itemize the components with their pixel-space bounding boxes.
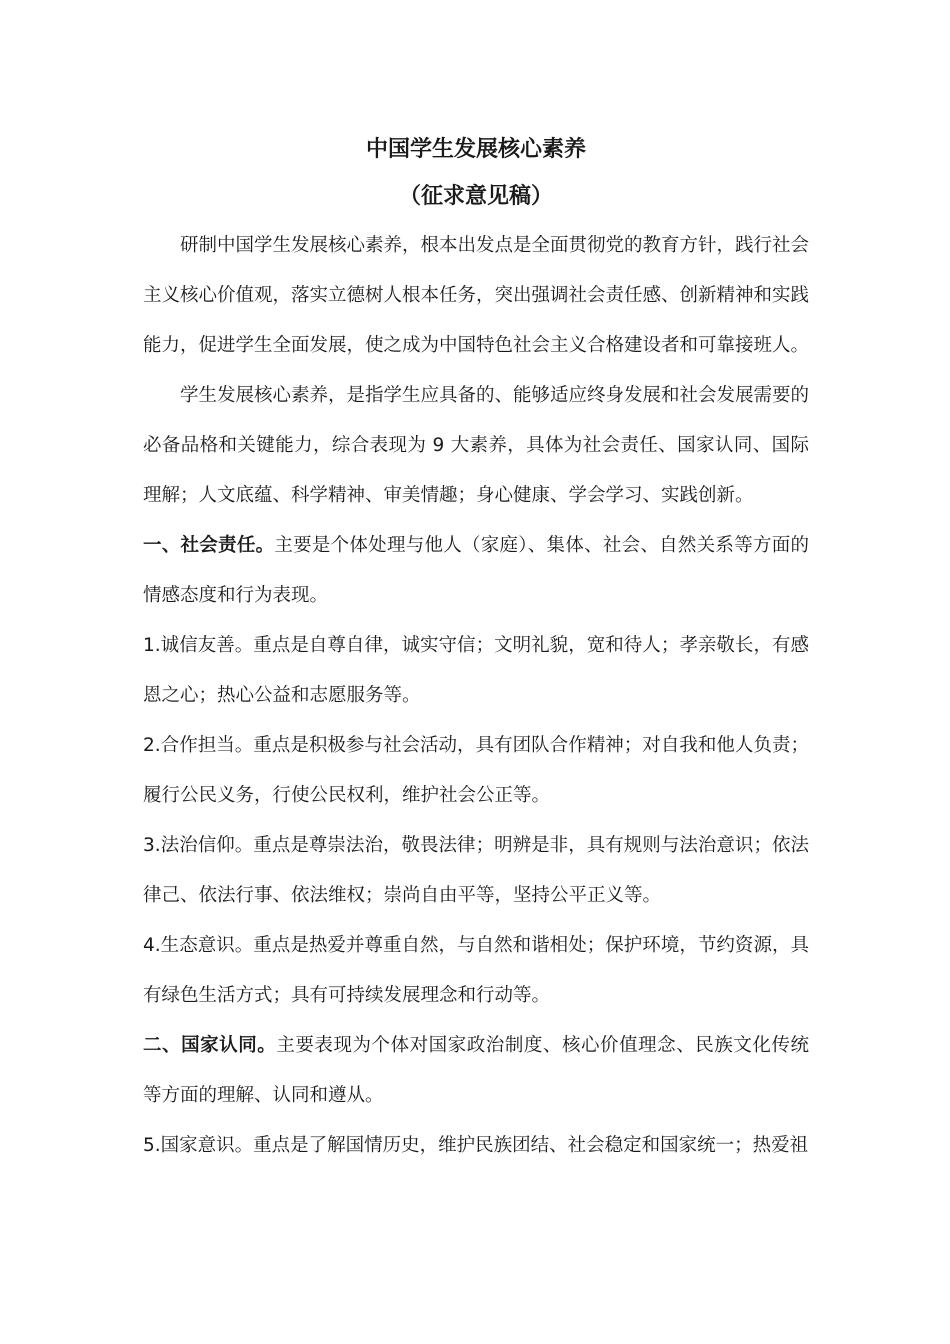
document-body	[143, 221, 809, 1171]
list-item: 2.合作担当。重点是积极参与社会活动，具有团队合作精神；对自我和他人负责；履行公民义务，行使公民权利，维护社会公正等。	[143, 735, 809, 806]
section-heading: 二、国家认同。	[143, 1035, 277, 1056]
section-paragraph	[143, 1021, 809, 1121]
section-text: 主要表现为个体对国家政治制度、核心价值理念、民族文化传统等方面的理解、认同和遵从。	[143, 1035, 809, 1106]
section-text: 主要是个体处理与他人（家庭）、集体、社会、自然关系等方面的情感态度和行为表现。	[143, 535, 809, 606]
list-item: 5.国家意识。重点是了解国情历史，维护民族团结、社会稳定和国家统一；热爱祖	[143, 1135, 809, 1156]
section-heading: 一、社会责任。	[143, 535, 275, 556]
document-page	[143, 128, 809, 1171]
document-title: 中国学生发展核心素养	[365, 137, 586, 162]
list-item: 3.法治信仰。重点是尊崇法治，敬畏法律；明辨是非，具有规则与法治意识；依法律己、依法行事、依法维权；崇尚自由平等，坚持公平正义等。	[143, 835, 809, 906]
document-subtitle: （征求意见稿）	[398, 184, 553, 209]
section-paragraph	[143, 521, 809, 621]
intro-paragraph: 研制中国学生发展核心素养，根本出发点是全面贯彻党的教育方针，践行社会主义核心价值观，落实立德树人根本任务，突出强调社会责任感、创新精神和实践能力，促进学生全面发展，使之成为中国特色社会主义合格建设者和可靠接班人。	[143, 235, 810, 356]
intro-paragraph: 学生发展核心素养，是指学生应具备的、能够适应终身发展和社会发展需要的必备品格和关键能力，综合表现为 9 大素养，具体为社会责任、国家认同、国际理解；人文底蕴、科学精神、审美情趣；身心健康、学会学习、实践创新。	[143, 385, 810, 506]
list-item: 1.诚信友善。重点是自尊自律，诚实守信；文明礼貌，宽和待人；孝亲敬长，有感恩之心；热心公益和志愿服务等。	[143, 635, 809, 706]
list-item: 4.生态意识。重点是热爱并尊重自然，与自然和谐相处；保护环境，节约资源，具有绿色生活方式；具有可持续发展理念和行动等。	[143, 935, 809, 1006]
